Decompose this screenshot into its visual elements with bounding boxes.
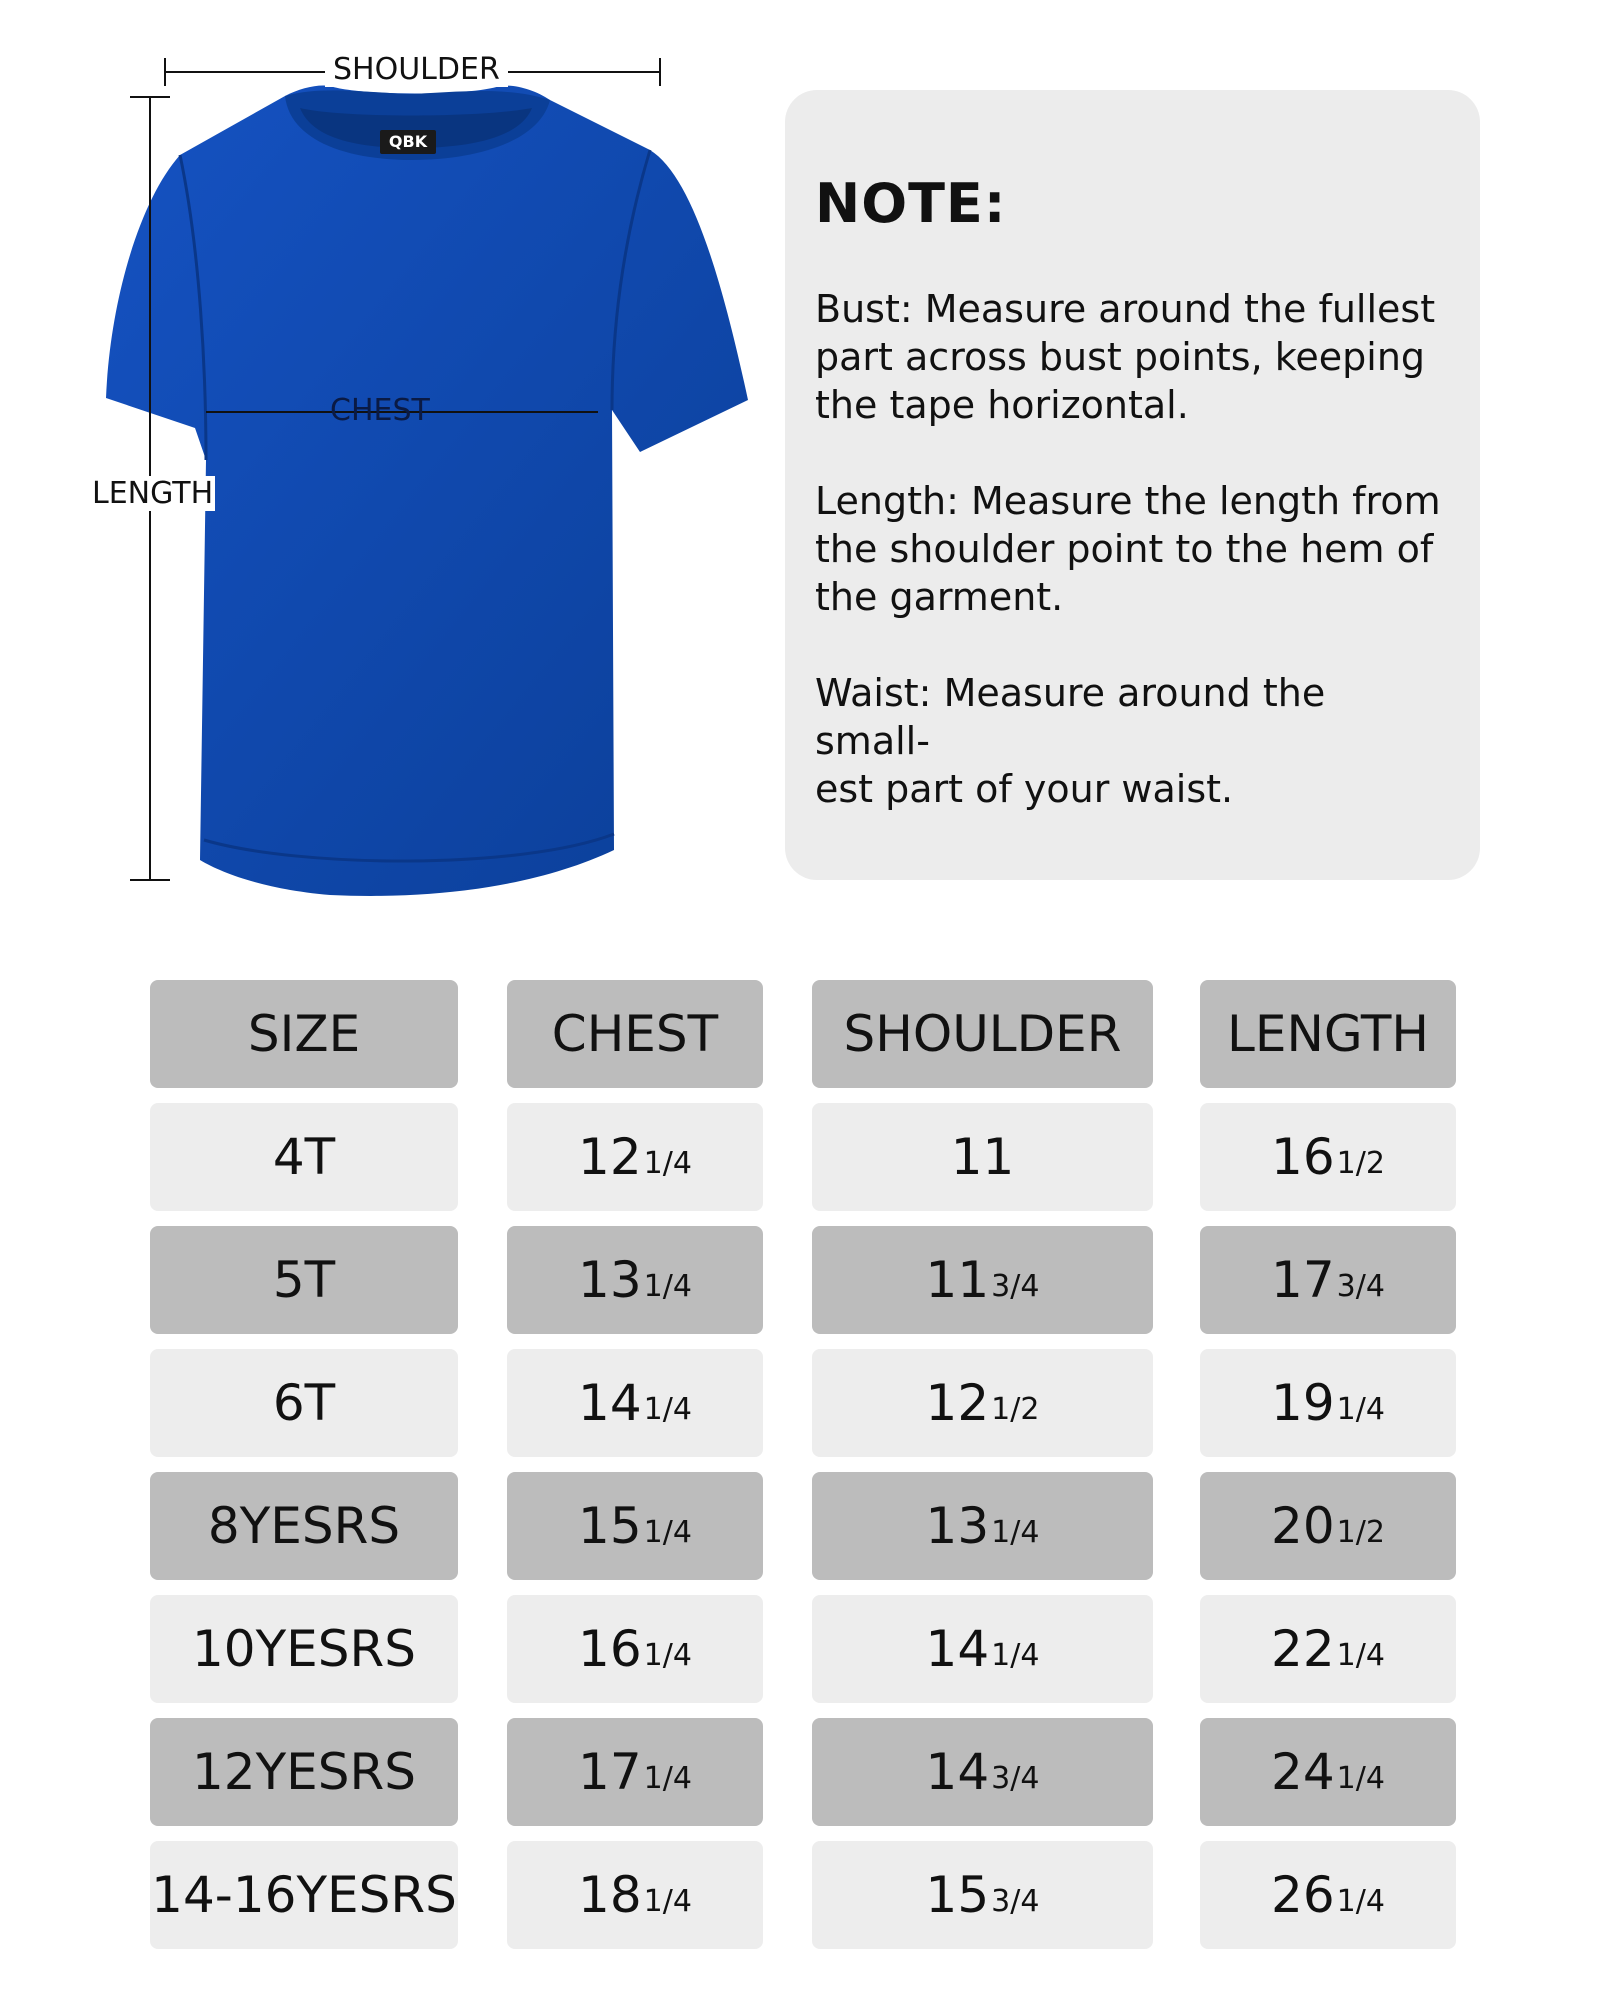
size-value: 4T xyxy=(272,1128,336,1186)
cell-chest xyxy=(507,1349,763,1457)
cell-chest xyxy=(507,1226,763,1334)
chest-label: CHEST xyxy=(330,393,430,428)
table-header-row xyxy=(150,980,1460,1088)
length-fraction: 1/2 xyxy=(1336,1145,1385,1181)
length-fraction: 1/4 xyxy=(1336,1391,1385,1427)
chest-fraction: 1/4 xyxy=(643,1760,692,1796)
chest-value: 14 xyxy=(578,1374,642,1432)
length-value: 24 xyxy=(1271,1743,1335,1801)
shoulder-fraction: 3/4 xyxy=(991,1883,1040,1919)
length-fraction: 1/4 xyxy=(1336,1883,1385,1919)
cell-chest xyxy=(507,1718,763,1826)
cell-size xyxy=(150,1718,458,1826)
cell-length xyxy=(1200,1349,1456,1457)
garment-diagram xyxy=(0,0,790,920)
cell-chest xyxy=(507,1841,763,1949)
note-card xyxy=(785,90,1480,880)
brand-tag: QBK xyxy=(380,130,436,154)
cell-size xyxy=(150,1349,458,1457)
cell-size xyxy=(150,1595,458,1703)
cell-shoulder xyxy=(812,1349,1153,1457)
cell-shoulder xyxy=(812,1595,1153,1703)
header-size: SIZE xyxy=(150,980,458,1088)
size-value: 12YESRS xyxy=(192,1743,416,1801)
chest-value: 16 xyxy=(578,1620,642,1678)
cell-size xyxy=(150,1841,458,1949)
length-fraction: 1/4 xyxy=(1336,1637,1385,1673)
shoulder-value: 14 xyxy=(925,1620,990,1678)
header-length: LENGTH xyxy=(1200,980,1456,1088)
cell-shoulder xyxy=(812,1103,1153,1211)
length-value: 20 xyxy=(1271,1497,1335,1555)
chest-fraction: 1/4 xyxy=(643,1514,692,1550)
note-length: Length: Measure the length from the shoulder point to the hem of the garment. xyxy=(815,479,1441,619)
note-bust: Bust: Measure around the fullest part across bust points, keeping the tape horizontal. xyxy=(815,287,1436,427)
cell-length xyxy=(1200,1472,1456,1580)
cell-chest xyxy=(507,1472,763,1580)
length-label: LENGTH xyxy=(92,476,214,511)
chest-fraction: 1/4 xyxy=(643,1391,692,1427)
cell-length xyxy=(1200,1103,1456,1211)
table-row xyxy=(150,1841,1460,1949)
cell-length xyxy=(1200,1226,1456,1334)
cell-chest xyxy=(507,1103,763,1211)
header-shoulder: SHOULDER xyxy=(812,980,1153,1088)
chest-value: 18 xyxy=(578,1866,642,1924)
length-value: 19 xyxy=(1271,1374,1335,1432)
chest-value: 12 xyxy=(578,1128,642,1186)
size-value: 8YESRS xyxy=(207,1497,401,1555)
shoulder-value: 13 xyxy=(925,1497,990,1555)
cell-shoulder xyxy=(812,1226,1153,1334)
header-chest: CHEST xyxy=(507,980,763,1088)
table-row xyxy=(150,1349,1460,1457)
chest-value: 15 xyxy=(578,1497,642,1555)
shoulder-fraction: 1/4 xyxy=(991,1637,1040,1673)
length-value: 26 xyxy=(1271,1866,1335,1924)
chest-value: 17 xyxy=(578,1743,642,1801)
size-value: 14-16YESRS xyxy=(151,1866,457,1924)
table-row xyxy=(150,1472,1460,1580)
chest-fraction: 1/4 xyxy=(643,1883,692,1919)
note-title: NOTE: xyxy=(815,172,1007,235)
note-waist: Waist: Measure around the small- est part of your waist. xyxy=(815,671,1326,811)
size-value: 6T xyxy=(272,1374,336,1432)
length-value: 17 xyxy=(1271,1251,1335,1309)
cell-shoulder xyxy=(812,1472,1153,1580)
cell-size xyxy=(150,1103,458,1211)
cell-shoulder xyxy=(812,1718,1153,1826)
length-value: 16 xyxy=(1271,1128,1335,1186)
shoulder-label: SHOULDER xyxy=(325,52,508,87)
length-fraction: 3/4 xyxy=(1336,1268,1385,1304)
shoulder-fraction: 3/4 xyxy=(991,1268,1040,1304)
shoulder-value: 11 xyxy=(925,1251,990,1309)
cell-length xyxy=(1200,1595,1456,1703)
shoulder-value: 15 xyxy=(925,1866,990,1924)
shoulder-value: 11 xyxy=(950,1128,1015,1186)
shoulder-fraction: 3/4 xyxy=(991,1760,1040,1796)
shoulder-value: 12 xyxy=(925,1374,990,1432)
chest-fraction: 1/4 xyxy=(643,1637,692,1673)
cell-size xyxy=(150,1472,458,1580)
length-fraction: 1/2 xyxy=(1336,1514,1385,1550)
size-value: 5T xyxy=(272,1251,336,1309)
chest-fraction: 1/4 xyxy=(643,1268,692,1304)
cell-size xyxy=(150,1226,458,1334)
shoulder-value: 14 xyxy=(925,1743,990,1801)
table-row xyxy=(150,1103,1460,1211)
shoulder-fraction: 1/4 xyxy=(991,1514,1040,1550)
chest-value: 13 xyxy=(578,1251,642,1309)
cell-shoulder xyxy=(812,1841,1153,1949)
table-row xyxy=(150,1718,1460,1826)
cell-length xyxy=(1200,1718,1456,1826)
table-row xyxy=(150,1226,1460,1334)
length-fraction: 1/4 xyxy=(1336,1760,1385,1796)
cell-length xyxy=(1200,1841,1456,1949)
shoulder-fraction: 1/2 xyxy=(991,1391,1040,1427)
length-value: 22 xyxy=(1271,1620,1335,1678)
size-value: 10YESRS xyxy=(192,1620,416,1678)
chest-fraction: 1/4 xyxy=(643,1145,692,1181)
table-row xyxy=(150,1595,1460,1703)
cell-chest xyxy=(507,1595,763,1703)
